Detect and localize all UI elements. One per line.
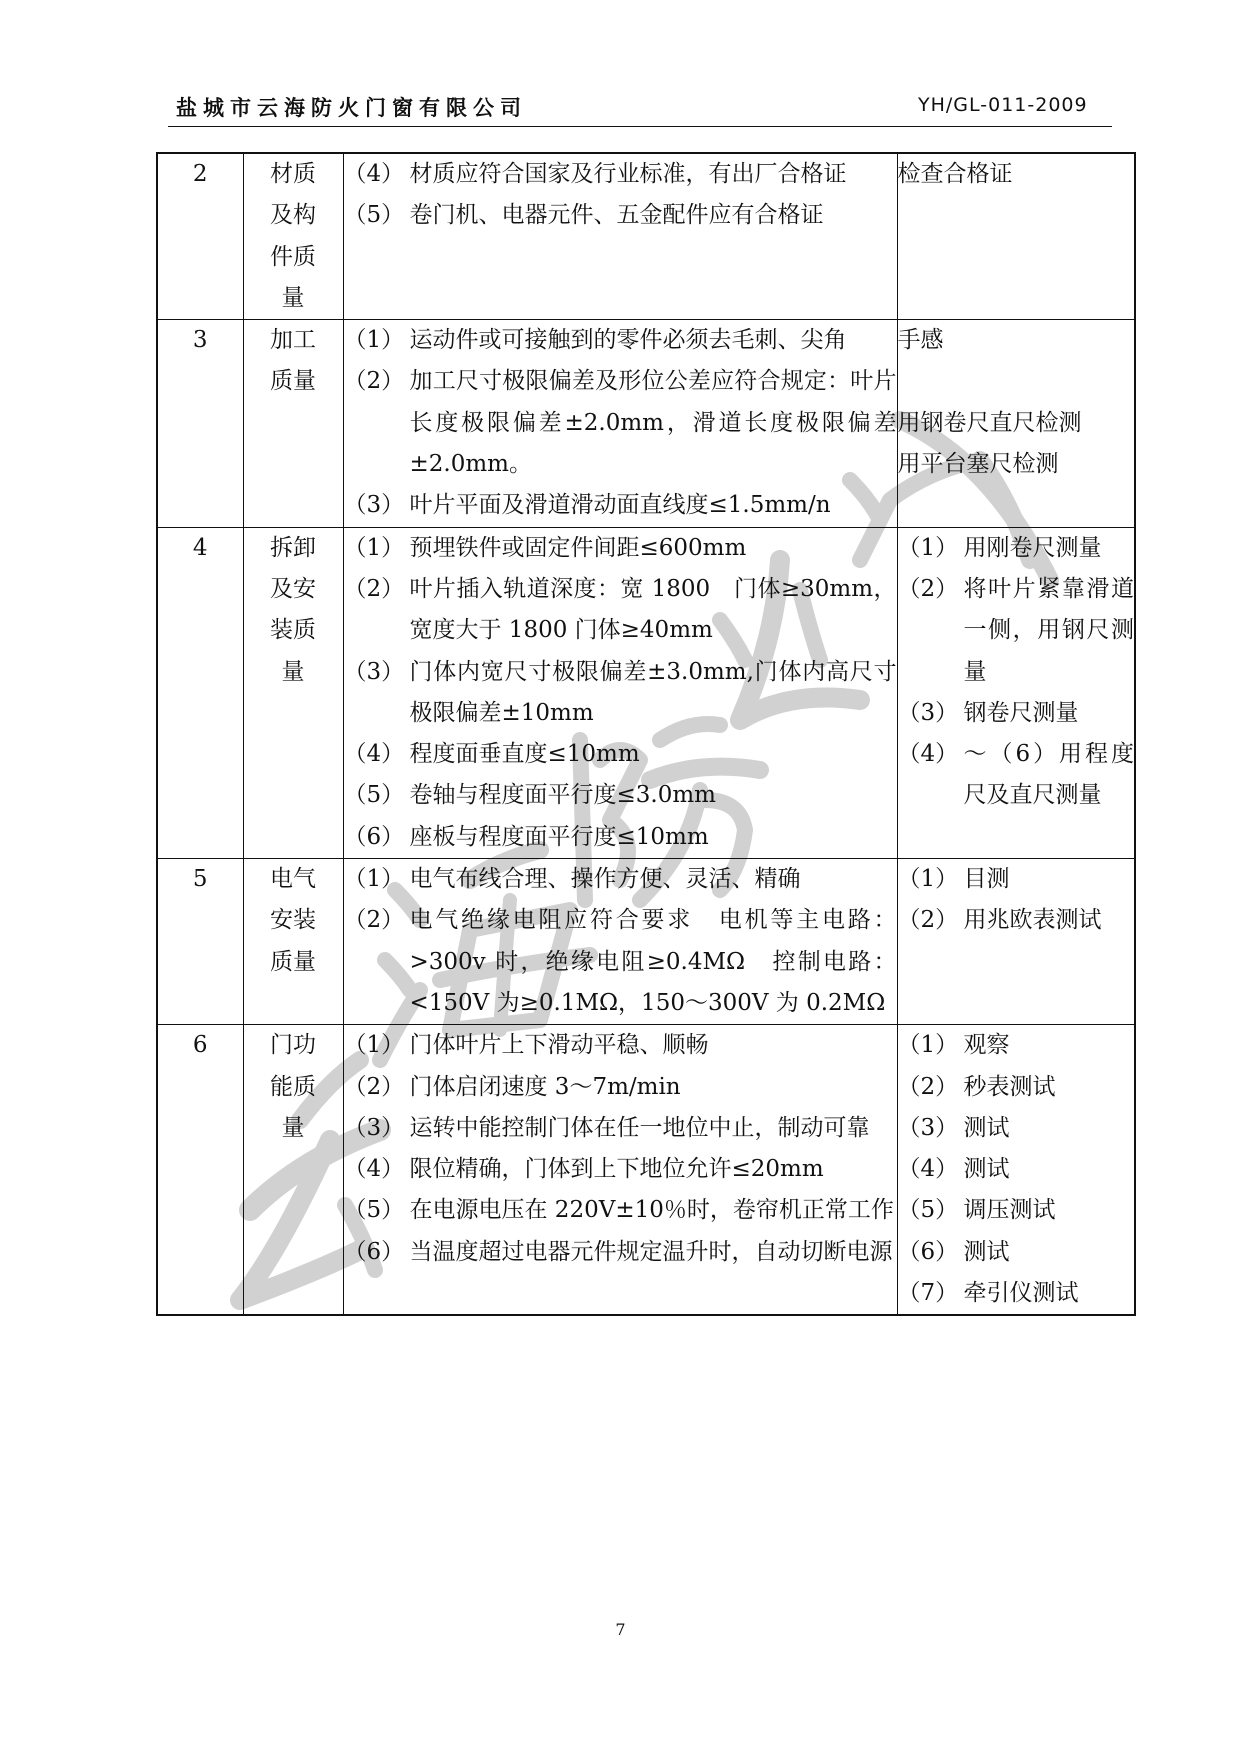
method-number: （5）: [897, 1197, 959, 1224]
company-name: 盐城市云海防火门窗有限公司: [176, 96, 527, 120]
requirement-item: [344, 1108, 897, 1149]
document-code: YH/GL-011-2009: [918, 94, 1088, 116]
page-number: 7: [615, 1620, 626, 1639]
inspection-item: [243, 859, 343, 1025]
requirement-text: 加工尺寸极限偏差及形位公差应符合规定：叶片长度极限偏差±2.0mm，滑道长度极限偏差±2.0mm。: [409, 368, 897, 478]
requirement-number: （4）: [343, 161, 405, 187]
method-text: 用平台塞尺检测: [897, 451, 1059, 478]
method-item: [898, 361, 1135, 402]
requirement-text: 门体启闭速度 3～7m/min: [409, 1073, 681, 1100]
method-item: [898, 320, 1135, 361]
method-text: 调压测试: [963, 1197, 1056, 1224]
method-item: [898, 528, 1135, 569]
inspection-item: [243, 527, 343, 858]
requirement-number: （3）: [343, 658, 405, 685]
methods-cell: [897, 320, 1135, 527]
requirement-text: 叶片平面及滑道滑动面直线度≤1.5mm/n: [409, 492, 831, 519]
row-number: 4: [157, 527, 243, 858]
requirement-item: [344, 1190, 897, 1231]
requirement-item: [344, 734, 897, 775]
requirement-number: （5）: [343, 1197, 405, 1224]
requirement-text: 电气绝缘电阻应符合要求 电机等主电路：>300v 时，绝缘电阻≥0.4MΩ 控制电路：<150V 为≥0.1MΩ，150～300V 为 0.2MΩ: [409, 907, 897, 1016]
inspection-item-label: 材质及构件质量: [270, 161, 316, 311]
requirement-text: 当温度超过电器元件规定温升时，自动切断电源: [409, 1238, 893, 1265]
inspection-item: [243, 153, 343, 320]
method-item: [898, 1108, 1135, 1149]
method-number: （1）: [897, 534, 959, 561]
requirement-number: （1）: [343, 534, 405, 561]
method-number: （6）: [897, 1238, 959, 1265]
row-number: 2: [157, 153, 243, 320]
method-text: 秒表测试: [963, 1073, 1056, 1100]
requirement-item: [344, 320, 897, 361]
table-row: [157, 1025, 1135, 1316]
method-text: 观察: [963, 1032, 1010, 1059]
method-item: [898, 900, 1135, 941]
requirement-text: 在电源电压在 220V±10％时，卷帘机正常工作: [409, 1197, 894, 1224]
requirements-cell: [343, 320, 897, 527]
requirement-number: （2）: [343, 907, 405, 934]
requirement-item: [344, 528, 897, 569]
method-text: 钢卷尺测量: [963, 699, 1079, 726]
method-item: [898, 1067, 1135, 1108]
method-item: [898, 403, 1135, 444]
method-item: [898, 1149, 1135, 1190]
requirement-number: （6）: [343, 823, 405, 850]
table-row: [157, 153, 1135, 320]
method-number: （3）: [897, 699, 959, 726]
method-item: [898, 1025, 1135, 1066]
requirement-number: （5）: [343, 782, 405, 809]
requirement-item: [344, 1149, 897, 1190]
inspection-item-label: 拆卸及安装质量: [270, 534, 316, 685]
method-number: （2）: [897, 575, 959, 602]
requirement-number: （3）: [343, 1114, 405, 1141]
requirement-item: [344, 652, 897, 735]
method-text: 用兆欧表测试: [963, 907, 1102, 934]
methods-cell: [897, 1025, 1135, 1316]
row-number: 5: [157, 859, 243, 1025]
requirement-text: 门体叶片上下滑动平稳、顺畅: [409, 1032, 709, 1059]
requirement-text: 运转中能控制门体在任一地位中止，制动可靠: [409, 1114, 870, 1141]
method-item: [898, 444, 1135, 485]
method-item: [898, 734, 1135, 817]
requirement-item: [344, 485, 897, 526]
inspection-item-label: 电气安装质量: [270, 866, 316, 975]
row-number: 3: [157, 320, 243, 527]
method-item: [898, 154, 1135, 195]
requirement-item: [344, 569, 897, 652]
row-number: 6: [157, 1025, 243, 1316]
requirement-text: 门体内宽尺寸极限偏差±3.0mm,门体内高尺寸极限偏差±10mm: [409, 658, 897, 726]
table-row: [157, 320, 1135, 527]
method-text: 用钢卷尺直尺检测: [897, 409, 1082, 436]
method-number: （7）: [897, 1280, 959, 1307]
requirement-item: [344, 154, 897, 195]
method-number: （3）: [897, 1114, 959, 1141]
requirement-text: 卷门机、电器元件、五金配件应有合格证: [409, 202, 824, 229]
method-text: 目测: [963, 866, 1010, 893]
method-text: 测试: [963, 1114, 1010, 1141]
requirement-item: [344, 817, 897, 858]
method-number: （1）: [897, 1032, 959, 1059]
requirement-item: [344, 859, 897, 900]
inspection-item-label: 门功能质量: [270, 1032, 316, 1141]
header-divider: [168, 126, 1112, 127]
table-row: [157, 859, 1135, 1025]
requirement-text: 预埋铁件或固定件间距≤600mm: [409, 534, 747, 561]
method-text: 用刚卷尺测量: [963, 534, 1102, 561]
requirement-number: （3）: [343, 492, 405, 519]
requirements-cell: [343, 153, 897, 320]
inspection-item-label: 加工质量: [270, 327, 316, 395]
method-item: [898, 693, 1135, 734]
method-item: [898, 1232, 1135, 1273]
method-text: 检查合格证: [897, 161, 1013, 187]
requirements-cell: [343, 859, 897, 1025]
requirement-number: （4）: [343, 1156, 405, 1183]
method-number: （1）: [897, 866, 959, 893]
requirement-item: [344, 1025, 897, 1066]
method-text: 将叶片紧靠滑道一侧，用钢尺测量: [963, 575, 1134, 685]
requirement-number: （4）: [343, 741, 405, 768]
method-item: [898, 1190, 1135, 1231]
requirement-number: （5）: [343, 202, 405, 229]
requirement-number: （1）: [343, 1032, 405, 1059]
method-number: （4）: [897, 741, 959, 768]
method-text: 测试: [963, 1156, 1010, 1183]
requirement-number: （2）: [343, 575, 405, 602]
requirements-cell: [343, 527, 897, 858]
method-number: （4）: [897, 1156, 959, 1183]
requirements-cell: [343, 1025, 897, 1316]
requirement-number: （6）: [343, 1238, 405, 1265]
method-item: [898, 1273, 1135, 1314]
method-text: ～（6）用程度尺及直尺测量: [963, 741, 1134, 809]
method-item: [898, 859, 1135, 900]
requirement-number: （2）: [343, 368, 405, 395]
method-text: 手感: [897, 327, 944, 354]
method-number: （2）: [897, 1073, 959, 1100]
requirement-item: [344, 1232, 897, 1273]
method-text: [898, 361, 1135, 402]
inspection-item: [243, 320, 343, 527]
requirement-number: （2）: [343, 1073, 405, 1100]
requirement-text: 座板与程度面平行度≤10mm: [409, 823, 709, 850]
requirement-number: （1）: [343, 866, 405, 893]
requirement-text: 卷轴与程度面平行度≤3.0mm: [409, 782, 716, 809]
requirement-text: 运动件或可接触到的零件必须去毛刺、尖角: [409, 327, 847, 354]
requirement-item: [344, 195, 897, 236]
methods-cell: [897, 153, 1135, 320]
requirement-item: [344, 775, 897, 816]
requirement-number: （1）: [343, 327, 405, 354]
inspection-item: [243, 1025, 343, 1316]
inspection-table: [156, 152, 1136, 1316]
method-text: 牵引仪测试: [963, 1280, 1079, 1307]
method-text: 测试: [963, 1238, 1010, 1265]
table-row: [157, 527, 1135, 858]
requirement-text: 叶片插入轨道深度：宽 1800 门体≥30mm，宽度大于 1800 门体≥40mm: [409, 575, 897, 644]
method-item: [898, 569, 1135, 693]
requirement-text: 限位精确，门体到上下地位允许≤20mm: [409, 1156, 824, 1183]
methods-cell: [897, 859, 1135, 1025]
requirement-text: 电气布线合理、操作方便、灵活、精确: [409, 866, 801, 893]
requirement-item: [344, 1067, 897, 1108]
requirement-item: [344, 361, 897, 485]
method-number: （2）: [897, 907, 959, 934]
requirement-text: 材质应符合国家及行业标准，有出厂合格证: [409, 161, 847, 187]
requirement-text: 程度面垂直度≤10mm: [409, 741, 640, 768]
methods-cell: [897, 527, 1135, 858]
requirement-item: [344, 900, 897, 1024]
